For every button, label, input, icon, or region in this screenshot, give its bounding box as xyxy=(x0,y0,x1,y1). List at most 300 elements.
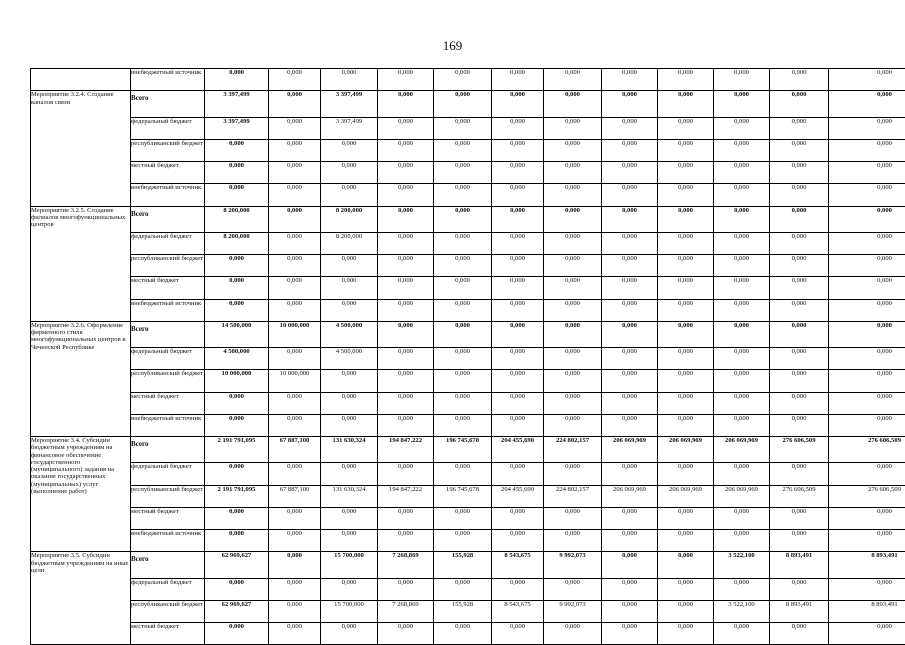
value-cell: 0,000 xyxy=(492,348,544,370)
value-cell: 0,000 xyxy=(714,507,770,529)
value-cell: 0,000 xyxy=(770,370,829,392)
value-cell: 0,000 xyxy=(829,255,905,277)
value-cell: 276 606,509 xyxy=(829,437,905,463)
value-cell: 0,000 xyxy=(829,162,905,184)
funding-source-cell: внебюджетный источник xyxy=(131,414,205,436)
value-cell: 0,000 xyxy=(602,139,658,161)
value-cell: 0,000 xyxy=(829,507,905,529)
funding-source-cell: федеральный бюджет xyxy=(131,463,205,485)
table-row xyxy=(31,299,905,321)
value-cell: 0,000 xyxy=(321,184,378,206)
value-cell: 0,000 xyxy=(602,69,658,91)
value-cell: 0,000 xyxy=(378,392,434,414)
value-cell: 0,000 xyxy=(205,414,269,436)
value-cell: 0,000 xyxy=(544,321,602,347)
value-cell: 10 000,000 xyxy=(205,370,269,392)
value-cell: 0,000 xyxy=(434,299,492,321)
value-cell: 276 606,509 xyxy=(770,437,829,463)
value-cell: 0,000 xyxy=(378,463,434,485)
value-cell: 0,000 xyxy=(658,91,714,117)
value-cell: 0,000 xyxy=(434,463,492,485)
value-cell: 206 069,969 xyxy=(602,437,658,463)
funding-source-cell: республиканский бюджет xyxy=(131,139,205,161)
value-cell: 0,000 xyxy=(829,530,905,552)
value-cell: 0,000 xyxy=(378,69,434,91)
value-cell: 0,000 xyxy=(492,184,544,206)
funding-source-cell: Всего xyxy=(131,437,205,463)
funding-source-cell: местный бюджет xyxy=(131,162,205,184)
value-cell: 7 268,869 xyxy=(378,600,434,622)
value-cell: 0,000 xyxy=(770,392,829,414)
value-cell: 0,000 xyxy=(714,139,770,161)
value-cell: 0,000 xyxy=(829,117,905,139)
value-cell: 0,000 xyxy=(602,184,658,206)
value-cell: 0,000 xyxy=(714,414,770,436)
value-cell: 0,000 xyxy=(321,69,378,91)
funding-source-cell: федеральный бюджет xyxy=(131,232,205,254)
value-cell: 0,000 xyxy=(205,578,269,600)
value-cell: 0,000 xyxy=(829,321,905,347)
event-name: Мероприятие 3.4. Субсидии бюджетным учреждениям на финансовое обеспечение государственного (муниципального) задания на оказание государственных (муниципальных) услуг (выполнение работ) xyxy=(31,437,130,495)
value-cell: 0,000 xyxy=(714,206,770,232)
table-row xyxy=(31,485,905,507)
value-cell: 0,000 xyxy=(602,206,658,232)
value-cell: 8 200,000 xyxy=(321,206,378,232)
value-cell: 0,000 xyxy=(658,232,714,254)
value-cell: 0,000 xyxy=(658,277,714,299)
value-cell: 0,000 xyxy=(269,255,321,277)
value-cell: 0,000 xyxy=(829,232,905,254)
table-row xyxy=(31,437,905,463)
value-cell: 0,000 xyxy=(378,370,434,392)
value-cell: 0,000 xyxy=(658,184,714,206)
value-cell: 224 802,157 xyxy=(544,485,602,507)
value-cell: 0,000 xyxy=(269,299,321,321)
event-name: Мероприятие 3.2.4. Создание каналов связи xyxy=(31,91,130,106)
value-cell: 0,000 xyxy=(770,162,829,184)
value-cell: 0,000 xyxy=(714,578,770,600)
value-cell: 0,000 xyxy=(492,392,544,414)
value-cell: 155,928 xyxy=(434,600,492,622)
table-row xyxy=(31,277,905,299)
value-cell: 8 200,000 xyxy=(321,232,378,254)
value-cell: 0,000 xyxy=(434,578,492,600)
value-cell: 0,000 xyxy=(602,414,658,436)
value-cell: 0,000 xyxy=(205,299,269,321)
value-cell: 0,000 xyxy=(602,530,658,552)
event-cell xyxy=(31,206,131,321)
table-row xyxy=(31,206,905,232)
value-cell: 3 397,499 xyxy=(321,91,378,117)
value-cell: 0,000 xyxy=(658,552,714,578)
value-cell: 0,000 xyxy=(770,232,829,254)
value-cell: 0,000 xyxy=(770,507,829,529)
value-cell: 0,000 xyxy=(714,348,770,370)
value-cell: 0,000 xyxy=(658,348,714,370)
value-cell: 0,000 xyxy=(434,414,492,436)
value-cell: 0,000 xyxy=(378,321,434,347)
value-cell: 0,000 xyxy=(829,623,905,645)
funding-source-cell: республиканский бюджет xyxy=(131,255,205,277)
value-cell: 0,000 xyxy=(269,277,321,299)
value-cell: 0,000 xyxy=(321,277,378,299)
funding-source-cell: местный бюджет xyxy=(131,623,205,645)
value-cell: 0,000 xyxy=(378,578,434,600)
value-cell: 0,000 xyxy=(770,299,829,321)
value-cell: 0,000 xyxy=(829,348,905,370)
value-cell: 0,000 xyxy=(658,162,714,184)
value-cell: 3 397,499 xyxy=(321,117,378,139)
value-cell: 0,000 xyxy=(378,277,434,299)
value-cell: 0,000 xyxy=(829,139,905,161)
value-cell: 0,000 xyxy=(714,117,770,139)
value-cell: 0,000 xyxy=(434,507,492,529)
value-cell: 0,000 xyxy=(602,578,658,600)
value-cell: 0,000 xyxy=(770,414,829,436)
table-row xyxy=(31,69,905,91)
value-cell: 0,000 xyxy=(544,463,602,485)
value-cell: 0,000 xyxy=(829,91,905,117)
table-row xyxy=(31,139,905,161)
value-cell: 0,000 xyxy=(205,463,269,485)
value-cell: 0,000 xyxy=(714,530,770,552)
value-cell: 0,000 xyxy=(205,162,269,184)
funding-source-cell: внебюджетный источник xyxy=(131,299,205,321)
value-cell: 0,000 xyxy=(269,206,321,232)
value-cell: 0,000 xyxy=(770,69,829,91)
value-cell: 0,000 xyxy=(714,321,770,347)
value-cell: 0,000 xyxy=(378,530,434,552)
value-cell: 10 000,000 xyxy=(269,370,321,392)
value-cell: 194 847,222 xyxy=(378,485,434,507)
value-cell: 0,000 xyxy=(205,623,269,645)
value-cell: 0,000 xyxy=(714,162,770,184)
value-cell: 0,000 xyxy=(714,277,770,299)
value-cell: 0,000 xyxy=(770,348,829,370)
value-cell: 0,000 xyxy=(269,600,321,622)
value-cell: 0,000 xyxy=(714,184,770,206)
value-cell: 0,000 xyxy=(770,623,829,645)
value-cell: 0,000 xyxy=(602,623,658,645)
value-cell: 0,000 xyxy=(378,623,434,645)
value-cell: 0,000 xyxy=(829,277,905,299)
value-cell: 0,000 xyxy=(770,463,829,485)
value-cell: 2 191 791,095 xyxy=(205,485,269,507)
table-row xyxy=(31,463,905,485)
value-cell: 0,000 xyxy=(602,162,658,184)
value-cell: 8 200,000 xyxy=(205,232,269,254)
table-row xyxy=(31,530,905,552)
value-cell: 0,000 xyxy=(544,530,602,552)
value-cell: 0,000 xyxy=(434,370,492,392)
value-cell: 0,000 xyxy=(321,139,378,161)
value-cell: 0,000 xyxy=(602,232,658,254)
value-cell: 0,000 xyxy=(269,69,321,91)
value-cell: 0,000 xyxy=(321,578,378,600)
value-cell: 0,000 xyxy=(321,463,378,485)
value-cell: 0,000 xyxy=(434,184,492,206)
value-cell: 0,000 xyxy=(434,392,492,414)
value-cell: 0,000 xyxy=(658,530,714,552)
value-cell: 0,000 xyxy=(658,463,714,485)
value-cell: 276 606,509 xyxy=(829,485,905,507)
value-cell: 0,000 xyxy=(544,623,602,645)
value-cell: 0,000 xyxy=(434,530,492,552)
value-cell: 3 397,499 xyxy=(205,91,269,117)
value-cell: 0,000 xyxy=(544,370,602,392)
value-cell: 276 606,509 xyxy=(770,485,829,507)
table-row xyxy=(31,348,905,370)
value-cell: 0,000 xyxy=(269,392,321,414)
value-cell: 0,000 xyxy=(544,299,602,321)
table-row xyxy=(31,414,905,436)
value-cell: 0,000 xyxy=(321,162,378,184)
value-cell: 0,000 xyxy=(714,623,770,645)
funding-source-cell: местный бюджет xyxy=(131,392,205,414)
value-cell: 0,000 xyxy=(544,392,602,414)
value-cell: 196 745,678 xyxy=(434,437,492,463)
value-cell: 0,000 xyxy=(602,277,658,299)
funding-source-cell: республиканский бюджет xyxy=(131,485,205,507)
value-cell: 0,000 xyxy=(378,348,434,370)
value-cell: 0,000 xyxy=(205,507,269,529)
value-cell: 0,000 xyxy=(829,578,905,600)
value-cell: 0,000 xyxy=(770,91,829,117)
value-cell: 0,000 xyxy=(714,463,770,485)
table-row xyxy=(31,507,905,529)
value-cell: 0,000 xyxy=(269,232,321,254)
value-cell: 8 543,675 xyxy=(492,600,544,622)
value-cell: 0,000 xyxy=(492,623,544,645)
value-cell: 3 522,100 xyxy=(714,600,770,622)
value-cell: 8 200,000 xyxy=(205,206,269,232)
value-cell: 0,000 xyxy=(378,507,434,529)
value-cell: 0,000 xyxy=(269,139,321,161)
value-cell: 0,000 xyxy=(602,392,658,414)
table-row xyxy=(31,117,905,139)
table-row xyxy=(31,600,905,622)
value-cell: 0,000 xyxy=(544,348,602,370)
value-cell: 0,000 xyxy=(602,600,658,622)
value-cell: 0,000 xyxy=(492,255,544,277)
table-row xyxy=(31,578,905,600)
value-cell: 0,000 xyxy=(658,299,714,321)
value-cell: 0,000 xyxy=(378,91,434,117)
value-cell: 0,000 xyxy=(205,392,269,414)
funding-source-cell: федеральный бюджет xyxy=(131,117,205,139)
value-cell: 0,000 xyxy=(492,578,544,600)
value-cell: 0,000 xyxy=(269,184,321,206)
funding-source-cell: Всего xyxy=(131,552,205,578)
value-cell: 0,000 xyxy=(602,91,658,117)
value-cell: 4 500,000 xyxy=(321,348,378,370)
value-cell: 0,000 xyxy=(321,414,378,436)
value-cell: 0,000 xyxy=(492,463,544,485)
value-cell: 0,000 xyxy=(714,370,770,392)
value-cell: 0,000 xyxy=(378,299,434,321)
value-cell: 0,000 xyxy=(770,206,829,232)
value-cell: 0,000 xyxy=(544,578,602,600)
value-cell: 0,000 xyxy=(658,321,714,347)
value-cell: 0,000 xyxy=(434,321,492,347)
value-cell: 0,000 xyxy=(658,392,714,414)
value-cell: 4 500,000 xyxy=(321,321,378,347)
value-cell: 0,000 xyxy=(602,552,658,578)
event-cell xyxy=(31,552,131,645)
table-row xyxy=(31,321,905,347)
value-cell: 0,000 xyxy=(492,321,544,347)
value-cell: 3 397,499 xyxy=(205,117,269,139)
value-cell: 0,000 xyxy=(205,184,269,206)
value-cell: 0,000 xyxy=(269,623,321,645)
value-cell: 0,000 xyxy=(544,277,602,299)
value-cell: 0,000 xyxy=(492,530,544,552)
funding-source-cell: внебюджетный источник xyxy=(131,530,205,552)
funding-source-cell: федеральный бюджет xyxy=(131,348,205,370)
value-cell: 0,000 xyxy=(205,139,269,161)
table-body xyxy=(31,69,905,645)
value-cell: 0,000 xyxy=(829,392,905,414)
value-cell: 0,000 xyxy=(602,321,658,347)
value-cell: 0,000 xyxy=(829,370,905,392)
value-cell: 0,000 xyxy=(269,414,321,436)
value-cell: 0,000 xyxy=(492,370,544,392)
funding-source-cell: Всего xyxy=(131,321,205,347)
event-name: Мероприятие 3.5. Субсидии бюджетным учреждениям на иные цели xyxy=(31,552,130,574)
value-cell: 0,000 xyxy=(434,162,492,184)
value-cell: 0,000 xyxy=(269,530,321,552)
value-cell: 0,000 xyxy=(205,69,269,91)
value-cell: 0,000 xyxy=(378,117,434,139)
funding-source-cell: республиканский бюджет xyxy=(131,370,205,392)
value-cell: 0,000 xyxy=(714,299,770,321)
value-cell: 0,000 xyxy=(544,255,602,277)
value-cell: 0,000 xyxy=(770,578,829,600)
event-cell xyxy=(31,91,131,206)
value-cell: 0,000 xyxy=(658,139,714,161)
value-cell: 0,000 xyxy=(658,623,714,645)
funding-source-cell: местный бюджет xyxy=(131,507,205,529)
value-cell: 0,000 xyxy=(434,255,492,277)
value-cell: 0,000 xyxy=(492,507,544,529)
page-number: 169 xyxy=(0,38,905,54)
value-cell: 0,000 xyxy=(658,117,714,139)
value-cell: 62 969,627 xyxy=(205,600,269,622)
value-cell: 0,000 xyxy=(378,232,434,254)
budget-table xyxy=(30,68,905,645)
value-cell: 8 543,675 xyxy=(492,552,544,578)
value-cell: 0,000 xyxy=(658,255,714,277)
value-cell: 0,000 xyxy=(544,139,602,161)
value-cell: 0,000 xyxy=(829,184,905,206)
value-cell: 0,000 xyxy=(321,623,378,645)
value-cell: 206 069,969 xyxy=(714,437,770,463)
event-cell xyxy=(31,321,131,436)
event-cell xyxy=(31,69,131,91)
value-cell: 0,000 xyxy=(770,117,829,139)
value-cell: 0,000 xyxy=(658,69,714,91)
value-cell: 0,000 xyxy=(492,117,544,139)
value-cell: 0,000 xyxy=(829,206,905,232)
value-cell: 0,000 xyxy=(714,255,770,277)
value-cell: 0,000 xyxy=(544,507,602,529)
value-cell: 0,000 xyxy=(378,162,434,184)
value-cell: 67 887,100 xyxy=(269,485,321,507)
table-row xyxy=(31,370,905,392)
value-cell: 0,000 xyxy=(770,277,829,299)
value-cell: 0,000 xyxy=(658,206,714,232)
value-cell: 0,000 xyxy=(434,232,492,254)
value-cell: 0,000 xyxy=(544,414,602,436)
value-cell: 9 992,073 xyxy=(544,600,602,622)
value-cell: 0,000 xyxy=(602,370,658,392)
value-cell: 0,000 xyxy=(321,255,378,277)
value-cell: 0,000 xyxy=(658,600,714,622)
value-cell: 0,000 xyxy=(714,91,770,117)
value-cell: 4 500,000 xyxy=(205,348,269,370)
value-cell: 0,000 xyxy=(544,69,602,91)
funding-source-cell: Всего xyxy=(131,206,205,232)
value-cell: 0,000 xyxy=(544,232,602,254)
value-cell: 0,000 xyxy=(714,392,770,414)
value-cell: 0,000 xyxy=(321,299,378,321)
value-cell: 206 069,969 xyxy=(602,485,658,507)
value-cell: 7 268,869 xyxy=(378,552,434,578)
value-cell: 0,000 xyxy=(378,139,434,161)
value-cell: 0,000 xyxy=(321,507,378,529)
value-cell: 0,000 xyxy=(205,530,269,552)
event-name: Мероприятие 3.2.5. Создание филиалов многофункциональных центров xyxy=(31,207,130,229)
value-cell: 14 500,000 xyxy=(205,321,269,347)
table-row xyxy=(31,392,905,414)
value-cell: 0,000 xyxy=(434,139,492,161)
value-cell: 0,000 xyxy=(602,463,658,485)
value-cell: 204 455,690 xyxy=(492,485,544,507)
value-cell: 0,000 xyxy=(829,414,905,436)
value-cell: 0,000 xyxy=(269,552,321,578)
value-cell: 131 630,324 xyxy=(321,485,378,507)
value-cell: 0,000 xyxy=(602,299,658,321)
value-cell: 196 745,678 xyxy=(434,485,492,507)
funding-source-cell: Всего xyxy=(131,91,205,117)
funding-source-cell: внебюджетный источник xyxy=(131,184,205,206)
value-cell: 0,000 xyxy=(269,578,321,600)
value-cell: 0,000 xyxy=(269,91,321,117)
value-cell: 0,000 xyxy=(378,414,434,436)
value-cell: 155,928 xyxy=(434,552,492,578)
value-cell: 0,000 xyxy=(492,414,544,436)
value-cell: 0,000 xyxy=(492,206,544,232)
value-cell: 0,000 xyxy=(829,463,905,485)
value-cell: 10 000,000 xyxy=(269,321,321,347)
value-cell: 0,000 xyxy=(434,277,492,299)
value-cell: 8 893,491 xyxy=(829,552,905,578)
value-cell: 0,000 xyxy=(544,184,602,206)
value-cell: 0,000 xyxy=(658,414,714,436)
table-row xyxy=(31,232,905,254)
value-cell: 0,000 xyxy=(658,578,714,600)
table-row xyxy=(31,255,905,277)
value-cell: 0,000 xyxy=(269,463,321,485)
value-cell: 0,000 xyxy=(434,69,492,91)
value-cell: 8 893,491 xyxy=(829,600,905,622)
value-cell: 0,000 xyxy=(205,277,269,299)
value-cell: 0,000 xyxy=(544,162,602,184)
value-cell: 62 969,627 xyxy=(205,552,269,578)
value-cell: 0,000 xyxy=(434,91,492,117)
value-cell: 0,000 xyxy=(544,206,602,232)
value-cell: 8 893,491 xyxy=(770,552,829,578)
